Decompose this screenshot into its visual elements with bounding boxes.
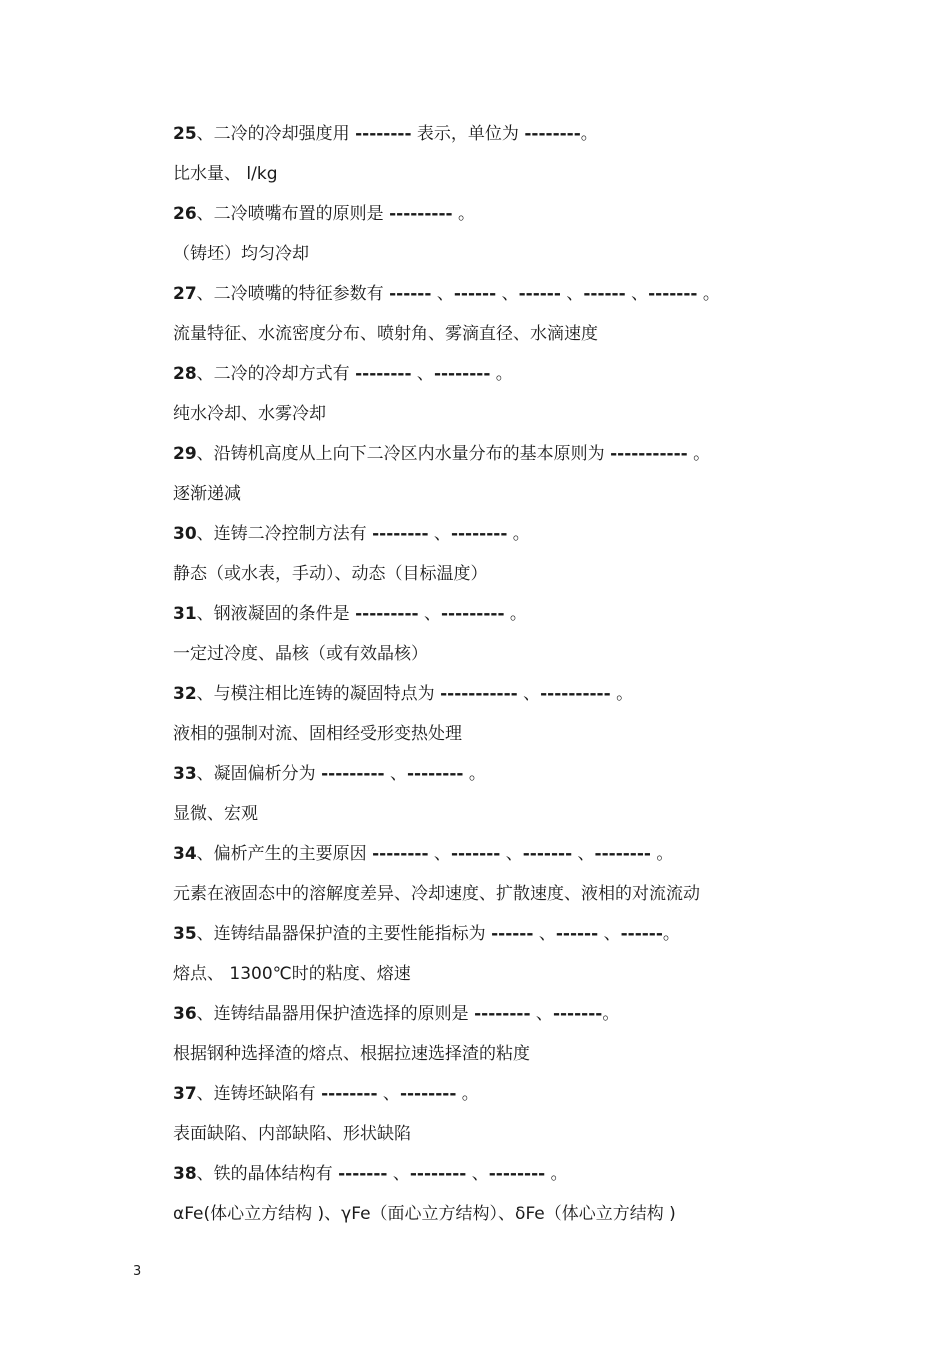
answer-30: 静态（或水表，手动）、动态（目标温度） [173,564,488,584]
answer-27: 流量特征、水流密度分布、喷射角、雾滴直径、水滴速度 [173,324,598,344]
question-36: 36、连铸结晶器用保护渣选择的原则是 -------- 、-------。 [173,1004,620,1024]
answer-33: 显微、宏观 [173,804,258,824]
question-37: 37、连铸坯缺陷有 -------- 、-------- 。 [173,1084,479,1104]
answer-26: （铸坯）均匀冷却 [173,244,309,264]
question-34: 34、偏析产生的主要原因 -------- 、------- 、------- 、-------- 。 [173,844,674,864]
answer-36: 根据钢种选择渣的熔点、根据拉速选择渣的粘度 [173,1044,530,1064]
answer-28: 纯水冷却、水雾冷却 [173,404,326,424]
question-32: 32、与模注相比连铸的凝固特点为 ----------- 、---------- 。 [173,684,634,704]
answer-34: 元素在液固态中的溶解度差异、冷却速度、扩散速度、液相的对流流动 [173,884,700,904]
answer-32: 液相的强制对流、固相经受形变热处理 [173,724,462,744]
question-28: 28、二冷的冷却方式有 -------- 、-------- 。 [173,364,513,384]
answer-37: 表面缺陷、内部缺陷、形状缺陷 [173,1124,411,1144]
answer-35: 熔点、 1300℃时的粘度、熔速 [173,964,411,984]
question-27: 27、二冷喷嘴的特征参数有 ------ 、------ 、------ 、------ 、------- 。 [173,284,720,304]
question-answer-list [173,120,873,1240]
question-25: 25、二冷的冷却强度用 -------- 表示，单位为 --------。 [173,124,598,144]
question-30: 30、连铸二冷控制方法有 -------- 、-------- 。 [173,524,530,544]
page-number: 3 [133,1264,142,1279]
answer-29: 逐渐递减 [173,484,241,504]
question-33: 33、凝固偏析分为 --------- 、-------- 。 [173,764,486,784]
question-38: 38、铁的晶体结构有 ------- 、-------- 、-------- 。 [173,1164,568,1184]
question-31: 31、钢液凝固的条件是 --------- 、--------- 。 [173,604,527,624]
question-29: 29、沿铸机高度从上向下二冷区内水量分布的基本原则为 ----------- 。 [173,444,711,464]
question-35: 35、连铸结晶器保护渣的主要性能指标为 ------ 、------ 、------。 [173,924,680,944]
answer-31: 一定过冷度、晶核（或有效晶核） [173,644,428,664]
question-26: 26、二冷喷嘴布置的原则是 --------- 。 [173,204,475,224]
answer-25: 比水量、 l/kg [173,164,278,184]
answer-38: αFe(体心立方结构 )、γFe（面心立方结构）、δFe（体心立方结构 ) [173,1204,676,1224]
